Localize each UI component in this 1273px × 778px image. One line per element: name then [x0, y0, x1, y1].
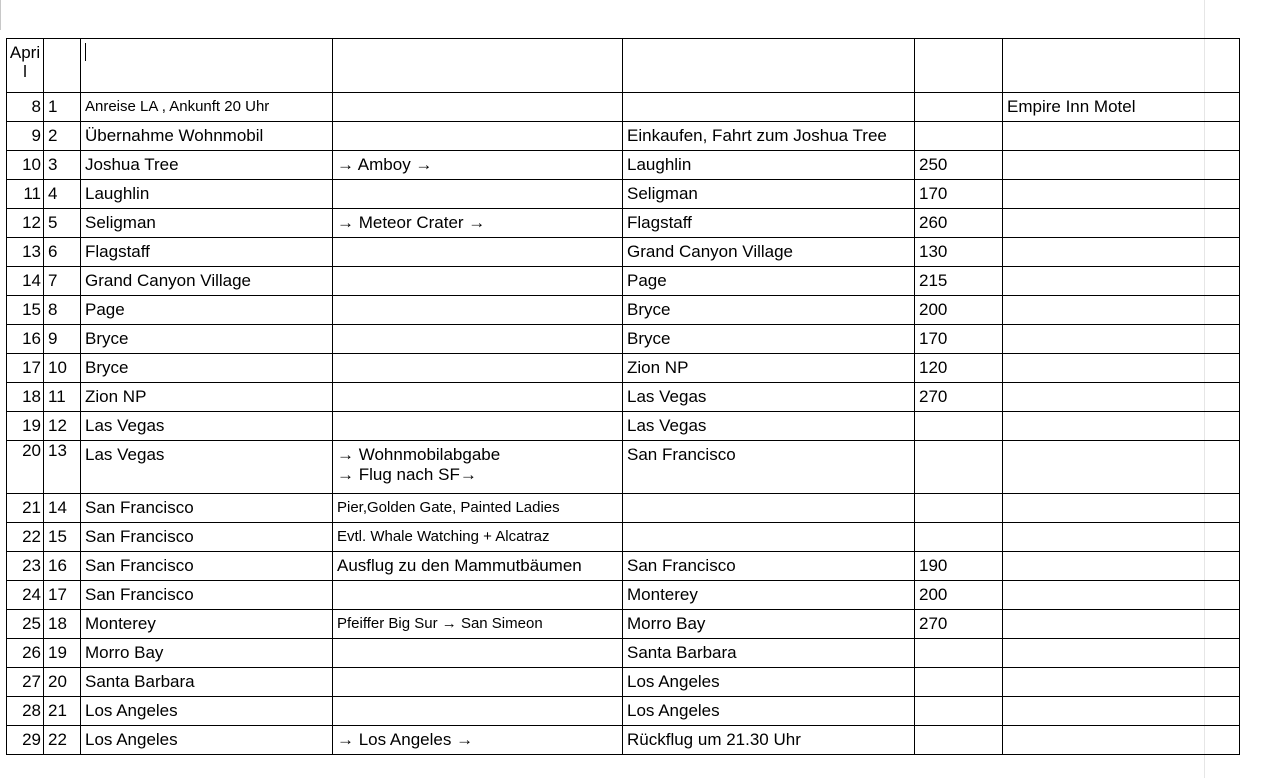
- from-cell[interactable]: Laughlin: [81, 180, 333, 209]
- table-row: [7, 325, 1240, 354]
- from-cell[interactable]: Santa Barbara: [81, 668, 333, 697]
- note-cell[interactable]: [1003, 180, 1240, 209]
- via-cell[interactable]: → Los Angeles →: [333, 726, 623, 755]
- to-cell[interactable]: Page: [623, 267, 915, 296]
- header-cell-km: [915, 39, 1003, 93]
- day-cell[interactable]: 28: [7, 697, 44, 726]
- day-cell[interactable]: 24: [7, 581, 44, 610]
- note-cell[interactable]: [1003, 209, 1240, 238]
- note-cell[interactable]: [1003, 581, 1240, 610]
- note-cell[interactable]: [1003, 639, 1240, 668]
- table-row: [7, 697, 1240, 726]
- km-cell[interactable]: 270: [915, 610, 1003, 639]
- to-cell[interactable]: [623, 93, 915, 122]
- index-cell[interactable]: 16: [44, 552, 81, 581]
- index-cell[interactable]: 18: [44, 610, 81, 639]
- from-cell[interactable]: Las Vegas: [81, 441, 333, 494]
- to-cell[interactable]: Los Angeles: [623, 668, 915, 697]
- table-row: [7, 726, 1240, 755]
- note-cell[interactable]: [1003, 523, 1240, 552]
- table-row: [7, 296, 1240, 325]
- via-cell[interactable]: [333, 668, 623, 697]
- to-cell[interactable]: Rückflug um 21.30 Uhr: [623, 726, 915, 755]
- note-cell[interactable]: [1003, 412, 1240, 441]
- note-cell[interactable]: [1003, 552, 1240, 581]
- day-cell[interactable]: 13: [7, 238, 44, 267]
- km-cell[interactable]: [915, 93, 1003, 122]
- via-cell[interactable]: [333, 412, 623, 441]
- table-row: [7, 209, 1240, 238]
- table-row: [7, 122, 1240, 151]
- km-cell[interactable]: [915, 122, 1003, 151]
- index-cell[interactable]: 20: [44, 668, 81, 697]
- index-cell[interactable]: 5: [44, 209, 81, 238]
- table-row: [7, 523, 1240, 552]
- index-cell[interactable]: 12: [44, 412, 81, 441]
- to-cell[interactable]: [623, 523, 915, 552]
- note-cell[interactable]: [1003, 325, 1240, 354]
- day-cell[interactable]: 14: [7, 267, 44, 296]
- day-cell[interactable]: 8: [7, 93, 44, 122]
- index-cell[interactable]: 13: [44, 441, 81, 494]
- day-cell[interactable]: 10: [7, 151, 44, 180]
- table-row: [7, 552, 1240, 581]
- day-cell[interactable]: 26: [7, 639, 44, 668]
- km-cell[interactable]: [915, 412, 1003, 441]
- index-cell[interactable]: 3: [44, 151, 81, 180]
- table-row: [7, 639, 1240, 668]
- from-cell[interactable]: Las Vegas: [81, 412, 333, 441]
- index-cell[interactable]: 14: [44, 494, 81, 523]
- table-row: [7, 267, 1240, 296]
- text-cursor: [85, 43, 86, 61]
- to-cell[interactable]: Grand Canyon Village: [623, 238, 915, 267]
- via-cell[interactable]: [333, 354, 623, 383]
- from-cell[interactable]: San Francisco: [81, 581, 333, 610]
- table-row: [7, 383, 1240, 412]
- from-cell[interactable]: Monterey: [81, 610, 333, 639]
- table-row: [7, 494, 1240, 523]
- header-cell-note: [1003, 39, 1240, 93]
- note-cell[interactable]: [1003, 238, 1240, 267]
- from-cell[interactable]: Anreise LA , Ankunft 20 Uhr: [81, 93, 333, 122]
- note-cell[interactable]: [1003, 122, 1240, 151]
- index-cell[interactable]: 15: [44, 523, 81, 552]
- index-cell[interactable]: 4: [44, 180, 81, 209]
- km-cell[interactable]: 200: [915, 296, 1003, 325]
- to-cell[interactable]: Bryce: [623, 325, 915, 354]
- note-cell[interactable]: Empire Inn Motel: [1003, 93, 1240, 122]
- via-cell[interactable]: Pier,Golden Gate, Painted Ladies: [333, 494, 623, 523]
- from-cell[interactable]: Flagstaff: [81, 238, 333, 267]
- via-cell[interactable]: [333, 697, 623, 726]
- index-cell[interactable]: 8: [44, 296, 81, 325]
- from-cell[interactable]: Los Angeles: [81, 697, 333, 726]
- note-cell[interactable]: [1003, 697, 1240, 726]
- table-row: [7, 238, 1240, 267]
- table-row: [7, 610, 1240, 639]
- km-cell[interactable]: 270: [915, 383, 1003, 412]
- to-cell[interactable]: [623, 494, 915, 523]
- from-cell[interactable]: Grand Canyon Village: [81, 267, 333, 296]
- table-row: [7, 151, 1240, 180]
- itinerary-table: [6, 38, 1240, 755]
- from-cell[interactable]: Bryce: [81, 325, 333, 354]
- note-cell[interactable]: [1003, 267, 1240, 296]
- via-cell[interactable]: → Meteor Crater →: [333, 209, 623, 238]
- table-row: [7, 354, 1240, 383]
- km-cell[interactable]: 130: [915, 238, 1003, 267]
- table-row: [7, 93, 1240, 122]
- km-cell[interactable]: [915, 697, 1003, 726]
- via-cell[interactable]: [333, 296, 623, 325]
- note-cell[interactable]: [1003, 668, 1240, 697]
- km-cell[interactable]: 170: [915, 180, 1003, 209]
- table-row: [7, 412, 1240, 441]
- km-cell[interactable]: [915, 726, 1003, 755]
- day-cell[interactable]: 23: [7, 552, 44, 581]
- note-cell[interactable]: [1003, 296, 1240, 325]
- day-cell[interactable]: 16: [7, 325, 44, 354]
- day-cell[interactable]: 22: [7, 523, 44, 552]
- header-row: [7, 39, 1240, 93]
- day-cell[interactable]: 21: [7, 494, 44, 523]
- from-cell[interactable]: Page: [81, 296, 333, 325]
- note-cell[interactable]: [1003, 441, 1240, 494]
- note-cell[interactable]: [1003, 354, 1240, 383]
- to-cell[interactable]: Seligman: [623, 180, 915, 209]
- to-cell[interactable]: San Francisco: [623, 441, 915, 494]
- from-cell[interactable]: Übernahme Wohnmobil: [81, 122, 333, 151]
- day-cell[interactable]: 17: [7, 354, 44, 383]
- via-line: → Wohnmobilabgabe: [337, 445, 501, 464]
- to-cell[interactable]: Bryce: [623, 296, 915, 325]
- from-cell[interactable]: San Francisco: [81, 552, 333, 581]
- to-cell[interactable]: Laughlin: [623, 151, 915, 180]
- km-cell[interactable]: 170: [915, 325, 1003, 354]
- via-cell[interactable]: Evtl. Whale Watching + Alcatraz: [333, 523, 623, 552]
- table-row: [7, 180, 1240, 209]
- via-cell[interactable]: [333, 238, 623, 267]
- via-cell[interactable]: [333, 325, 623, 354]
- table-row: [7, 441, 1240, 494]
- index-cell[interactable]: 6: [44, 238, 81, 267]
- via-cell[interactable]: [333, 93, 623, 122]
- index-cell[interactable]: 7: [44, 267, 81, 296]
- index-cell[interactable]: 21: [44, 697, 81, 726]
- to-cell[interactable]: San Francisco: [623, 552, 915, 581]
- to-cell[interactable]: Zion NP: [623, 354, 915, 383]
- index-cell[interactable]: 9: [44, 325, 81, 354]
- via-cell[interactable]: [333, 639, 623, 668]
- to-cell[interactable]: Einkaufen, Fahrt zum Joshua Tree: [623, 122, 915, 151]
- via-cell[interactable]: [333, 180, 623, 209]
- note-cell[interactable]: [1003, 151, 1240, 180]
- to-cell[interactable]: Los Angeles: [623, 697, 915, 726]
- page-edge: [0, 0, 1, 30]
- index-cell[interactable]: 17: [44, 581, 81, 610]
- via-cell[interactable]: Ausflug zu den Mammutbäumen: [333, 552, 623, 581]
- table-row: [7, 668, 1240, 697]
- note-cell[interactable]: [1003, 383, 1240, 412]
- km-cell[interactable]: [915, 668, 1003, 697]
- index-cell[interactable]: 1: [44, 93, 81, 122]
- header-cell-index: [44, 39, 81, 93]
- km-cell[interactable]: 250: [915, 151, 1003, 180]
- via-cell[interactable]: [333, 267, 623, 296]
- km-cell[interactable]: [915, 441, 1003, 494]
- month-header: April: [7, 39, 44, 93]
- day-cell[interactable]: 11: [7, 180, 44, 209]
- via-cell[interactable]: [333, 441, 623, 494]
- from-cell[interactable]: San Francisco: [81, 494, 333, 523]
- to-cell[interactable]: Santa Barbara: [623, 639, 915, 668]
- day-cell[interactable]: 20: [7, 441, 44, 494]
- km-cell[interactable]: [915, 639, 1003, 668]
- km-cell[interactable]: [915, 494, 1003, 523]
- via-cell[interactable]: [333, 122, 623, 151]
- day-cell[interactable]: 27: [7, 668, 44, 697]
- index-cell[interactable]: 10: [44, 354, 81, 383]
- to-cell[interactable]: Las Vegas: [623, 412, 915, 441]
- header-cell-to: [623, 39, 915, 93]
- note-cell[interactable]: [1003, 494, 1240, 523]
- from-cell[interactable]: Joshua Tree: [81, 151, 333, 180]
- index-cell[interactable]: 2: [44, 122, 81, 151]
- day-cell[interactable]: 9: [7, 122, 44, 151]
- day-cell[interactable]: 19: [7, 412, 44, 441]
- to-cell[interactable]: Flagstaff: [623, 209, 915, 238]
- day-cell[interactable]: 15: [7, 296, 44, 325]
- via-cell[interactable]: Pfeiffer Big Sur → San Simeon: [333, 610, 623, 639]
- from-cell[interactable]: Zion NP: [81, 383, 333, 412]
- index-cell[interactable]: 11: [44, 383, 81, 412]
- index-cell[interactable]: 22: [44, 726, 81, 755]
- from-cell[interactable]: Los Angeles: [81, 726, 333, 755]
- day-cell[interactable]: 12: [7, 209, 44, 238]
- km-cell[interactable]: 190: [915, 552, 1003, 581]
- day-cell[interactable]: 18: [7, 383, 44, 412]
- note-cell[interactable]: [1003, 610, 1240, 639]
- km-cell[interactable]: [915, 523, 1003, 552]
- header-cell-from[interactable]: [81, 39, 333, 93]
- day-cell[interactable]: 25: [7, 610, 44, 639]
- from-cell[interactable]: Bryce: [81, 354, 333, 383]
- via-cell[interactable]: [333, 383, 623, 412]
- via-line: → Flug nach SF→: [337, 465, 477, 484]
- km-cell[interactable]: 120: [915, 354, 1003, 383]
- km-cell[interactable]: 200: [915, 581, 1003, 610]
- to-cell[interactable]: Morro Bay: [623, 610, 915, 639]
- table-row: [7, 581, 1240, 610]
- to-cell[interactable]: Monterey: [623, 581, 915, 610]
- km-cell[interactable]: 260: [915, 209, 1003, 238]
- note-cell[interactable]: [1003, 726, 1240, 755]
- to-cell[interactable]: Las Vegas: [623, 383, 915, 412]
- index-cell[interactable]: 19: [44, 639, 81, 668]
- day-cell[interactable]: 29: [7, 726, 44, 755]
- from-cell[interactable]: San Francisco: [81, 523, 333, 552]
- from-cell[interactable]: Morro Bay: [81, 639, 333, 668]
- km-cell[interactable]: 215: [915, 267, 1003, 296]
- header-cell-via: [333, 39, 623, 93]
- from-cell[interactable]: Seligman: [81, 209, 333, 238]
- via-cell[interactable]: [333, 581, 623, 610]
- via-cell[interactable]: → Amboy →: [333, 151, 623, 180]
